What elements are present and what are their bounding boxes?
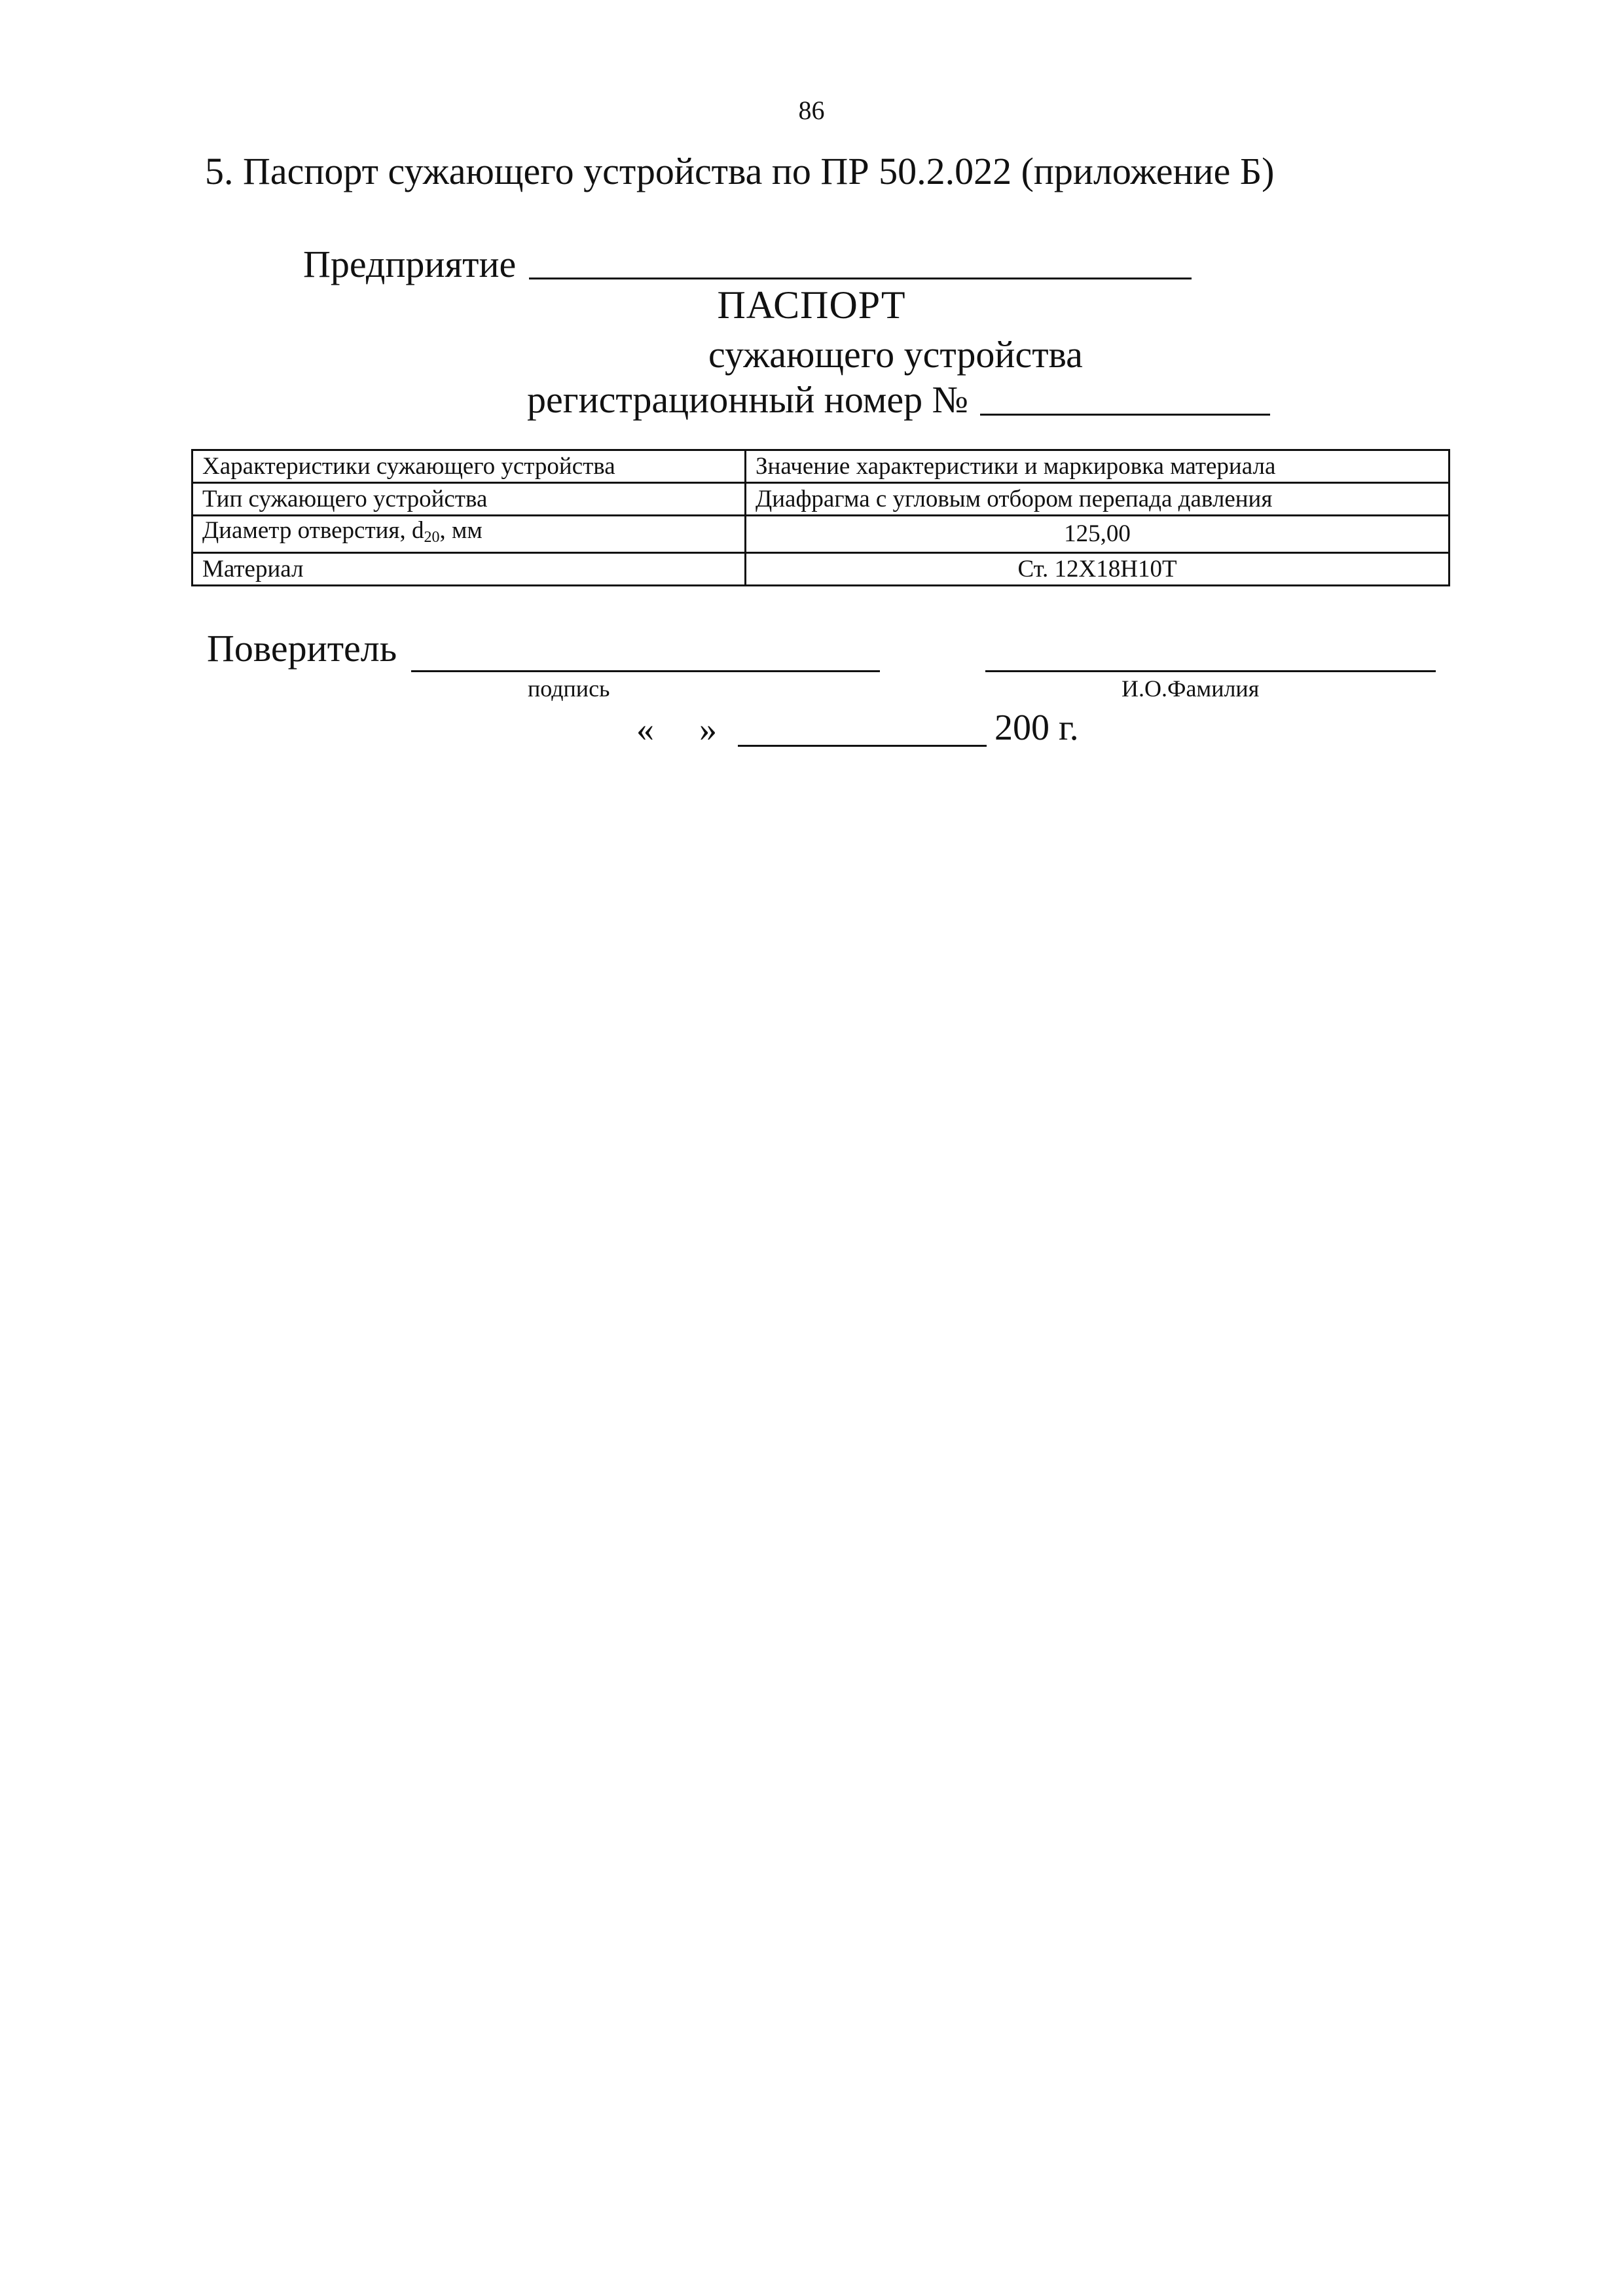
signature-field-line[interactable] <box>411 670 880 672</box>
date-field-line[interactable] <box>738 745 987 747</box>
table-header-cell: Значение характеристики и маркировка материала <box>746 450 1450 483</box>
registration-number-label: регистрационный номер № <box>527 378 968 421</box>
enterprise-label: Предприятие <box>303 243 517 285</box>
table-header-row <box>192 450 1450 483</box>
diameter-label-prefix: Диаметр отверстия, d <box>202 517 424 544</box>
date-close-quote: » <box>699 709 717 749</box>
date-year: 200 г. <box>994 708 1079 748</box>
table-header-cell: Характеристики сужающего устройства <box>192 450 746 483</box>
table-cell-value: 125,00 <box>746 516 1450 553</box>
diameter-label-subscript: 20 <box>424 529 440 546</box>
table-cell-value: Диафрагма с угловым отбором перепада давления <box>746 483 1450 516</box>
verifier-label: Поверитель <box>207 627 397 670</box>
table-row <box>192 553 1450 586</box>
name-field-line[interactable] <box>985 670 1436 672</box>
page-number: 86 <box>798 96 825 125</box>
passport-subtitle: сужающего устройства <box>708 333 1083 376</box>
enterprise-field-line[interactable] <box>529 278 1192 279</box>
table-cell-label: Материал <box>192 553 746 586</box>
table-cell-label: Тип сужающего устройства <box>192 483 746 516</box>
table-cell-label <box>192 516 746 553</box>
table-cell-value: Ст. 12Х18Н10Т <box>746 553 1450 586</box>
signature-caption: подпись <box>528 675 610 702</box>
characteristics-table <box>191 449 1450 586</box>
registration-number-field-line[interactable] <box>980 414 1270 416</box>
table-row <box>192 483 1450 516</box>
table-row <box>192 516 1450 553</box>
passport-title: ПАСПОРТ <box>717 283 906 327</box>
section-heading: 5. Паспорт сужающего устройства по ПР 50.2.022 (приложение Б) <box>205 150 1275 192</box>
date-open-quote: « <box>636 709 654 749</box>
name-caption: И.О.Фамилия <box>1122 675 1260 702</box>
diameter-label-suffix: , мм <box>439 517 483 544</box>
